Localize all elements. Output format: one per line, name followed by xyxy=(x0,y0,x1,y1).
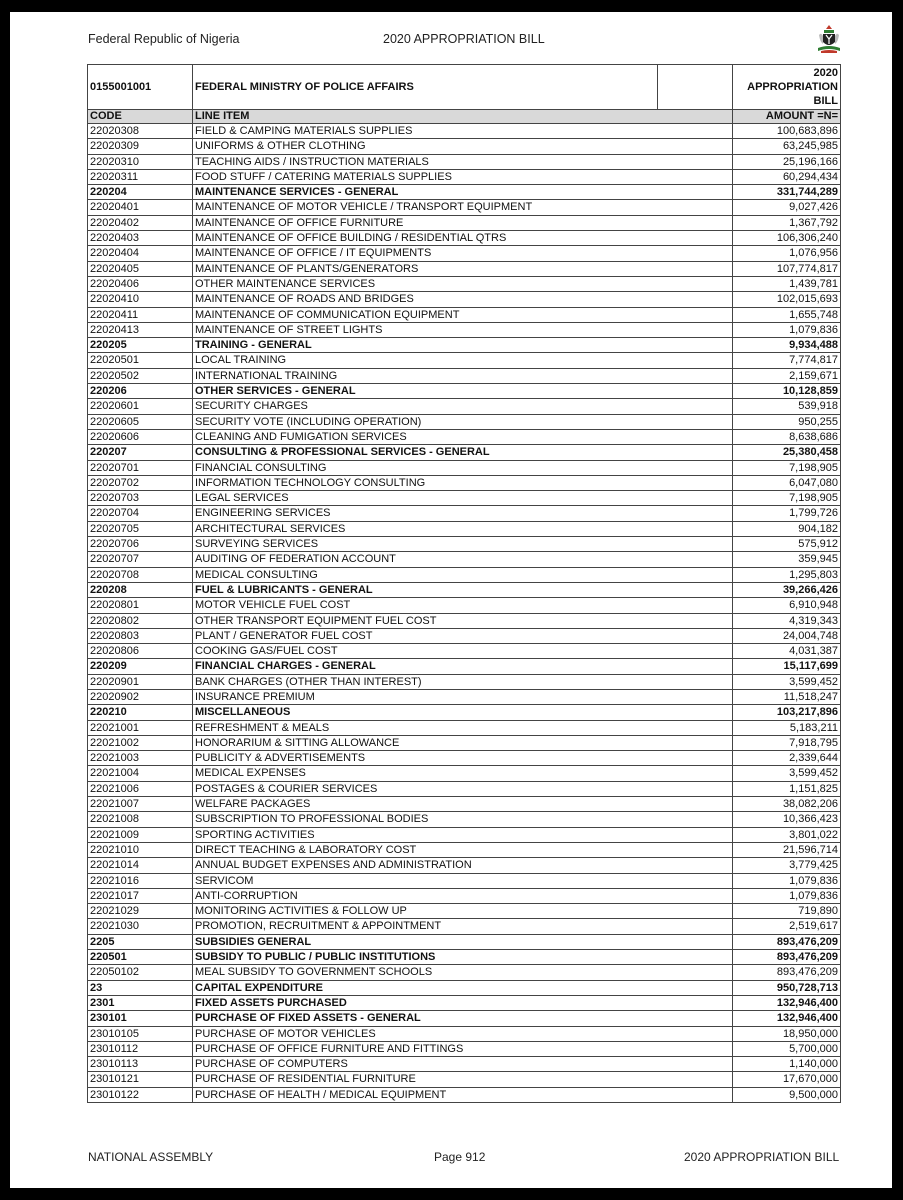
table-column-header-row xyxy=(88,110,841,124)
row-line-item: MAINTENANCE OF OFFICE / IT EQUIPMENTS xyxy=(193,246,733,261)
row-line-item: ENGINEERING SERVICES xyxy=(193,506,733,521)
row-amount: 1,295,803 xyxy=(733,567,841,582)
row-code: 22021017 xyxy=(88,888,193,903)
row-amount: 60,294,434 xyxy=(733,169,841,184)
row-code: 2205 xyxy=(88,934,193,949)
row-line-item: AUDITING OF FEDERATION ACCOUNT xyxy=(193,552,733,567)
row-line-item: ANTI-CORRUPTION xyxy=(193,888,733,903)
row-line-item: MAINTENANCE OF COMMUNICATION EQUIPMENT xyxy=(193,307,733,322)
row-code: 22020402 xyxy=(88,215,193,230)
table-row xyxy=(88,139,841,154)
table-row xyxy=(88,659,841,674)
row-amount: 3,599,452 xyxy=(733,766,841,781)
row-code: 22020403 xyxy=(88,231,193,246)
row-amount: 950,728,713 xyxy=(733,980,841,995)
row-line-item: MAINTENANCE OF MOTOR VEHICLE / TRANSPORT EQUIPMENT xyxy=(193,200,733,215)
row-line-item: DIRECT TEACHING & LABORATORY COST xyxy=(193,842,733,857)
table-row xyxy=(88,200,841,215)
row-line-item: ANNUAL BUDGET EXPENSES AND ADMINISTRATION xyxy=(193,858,733,873)
table-row xyxy=(88,537,841,552)
row-code: 23010122 xyxy=(88,1087,193,1102)
row-amount: 11,518,247 xyxy=(733,689,841,704)
table-row xyxy=(88,261,841,276)
row-amount: 1,151,825 xyxy=(733,781,841,796)
row-code: 22020308 xyxy=(88,124,193,139)
table-row xyxy=(88,735,841,750)
table-row xyxy=(88,307,841,322)
row-code: 23010113 xyxy=(88,1057,193,1072)
column-header-line-item: LINE ITEM xyxy=(193,110,733,124)
row-amount: 9,934,488 xyxy=(733,338,841,353)
spacer-cell xyxy=(658,65,733,110)
table-row xyxy=(88,445,841,460)
table-row xyxy=(88,873,841,888)
row-code: 22020410 xyxy=(88,292,193,307)
row-code: 22020411 xyxy=(88,307,193,322)
row-line-item: REFRESHMENT & MEALS xyxy=(193,720,733,735)
header-country: Federal Republic of Nigeria xyxy=(88,32,240,46)
row-line-item: TEACHING AIDS / INSTRUCTION MATERIALS xyxy=(193,154,733,169)
row-line-item: HONORARIUM & SITTING ALLOWANCE xyxy=(193,735,733,750)
row-line-item: MOTOR VEHICLE FUEL COST xyxy=(193,598,733,613)
row-line-item: FIELD & CAMPING MATERIALS SUPPLIES xyxy=(193,124,733,139)
row-line-item: FUEL & LUBRICANTS - GENERAL xyxy=(193,582,733,597)
table-row xyxy=(88,995,841,1010)
row-line-item: FOOD STUFF / CATERING MATERIALS SUPPLIES xyxy=(193,169,733,184)
row-amount: 8,638,686 xyxy=(733,429,841,444)
row-amount: 4,031,387 xyxy=(733,644,841,659)
row-amount: 1,079,836 xyxy=(733,873,841,888)
table-row xyxy=(88,781,841,796)
row-line-item: MONITORING ACTIVITIES & FOLLOW UP xyxy=(193,904,733,919)
row-code: 22020801 xyxy=(88,598,193,613)
row-line-item: MAINTENANCE OF OFFICE FURNITURE xyxy=(193,215,733,230)
row-line-item: BANK CHARGES (OTHER THAN INTEREST) xyxy=(193,674,733,689)
table-row xyxy=(88,399,841,414)
row-code: 22021014 xyxy=(88,858,193,873)
row-line-item: SUBSCRIPTION TO PROFESSIONAL BODIES xyxy=(193,812,733,827)
row-code: 22021009 xyxy=(88,827,193,842)
row-code: 23 xyxy=(88,980,193,995)
table-row xyxy=(88,628,841,643)
row-amount: 21,596,714 xyxy=(733,842,841,857)
table-row xyxy=(88,1026,841,1041)
row-code: 22020703 xyxy=(88,491,193,506)
row-amount: 7,918,795 xyxy=(733,735,841,750)
row-line-item: SUBSIDIES GENERAL xyxy=(193,934,733,949)
row-code: 22020601 xyxy=(88,399,193,414)
table-row xyxy=(88,338,841,353)
row-line-item: MEDICAL EXPENSES xyxy=(193,766,733,781)
table-row xyxy=(88,904,841,919)
row-code: 22020606 xyxy=(88,429,193,444)
row-amount: 4,319,343 xyxy=(733,613,841,628)
row-code: 22020701 xyxy=(88,460,193,475)
row-line-item: UNIFORMS & OTHER CLOTHING xyxy=(193,139,733,154)
table-row xyxy=(88,368,841,383)
table-row xyxy=(88,353,841,368)
column-header-code: CODE xyxy=(88,110,193,124)
row-amount: 331,744,289 xyxy=(733,185,841,200)
table-row xyxy=(88,965,841,980)
amount-title xyxy=(733,65,841,110)
row-code: 220208 xyxy=(88,582,193,597)
row-line-item: PURCHASE OF OFFICE FURNITURE AND FITTINGS xyxy=(193,1041,733,1056)
row-code: 22020902 xyxy=(88,689,193,704)
row-code: 22020901 xyxy=(88,674,193,689)
row-code: 22021004 xyxy=(88,766,193,781)
row-line-item: PURCHASE OF MOTOR VEHICLES xyxy=(193,1026,733,1041)
row-code: 22020502 xyxy=(88,368,193,383)
row-code: 22020406 xyxy=(88,276,193,291)
row-amount: 39,266,426 xyxy=(733,582,841,597)
table-row xyxy=(88,231,841,246)
table-row xyxy=(88,919,841,934)
row-code: 22020413 xyxy=(88,322,193,337)
row-line-item: OTHER SERVICES - GENERAL xyxy=(193,384,733,399)
table-row xyxy=(88,980,841,995)
table-row xyxy=(88,1057,841,1072)
row-code: 220209 xyxy=(88,659,193,674)
table-row xyxy=(88,1087,841,1102)
table-row xyxy=(88,292,841,307)
table-row xyxy=(88,766,841,781)
row-amount: 132,946,400 xyxy=(733,1011,841,1026)
row-line-item: PROMOTION, RECRUITMENT & APPOINTMENT xyxy=(193,919,733,934)
table-row xyxy=(88,812,841,827)
row-amount: 893,476,209 xyxy=(733,950,841,965)
table-row xyxy=(88,506,841,521)
table-row xyxy=(88,215,841,230)
row-line-item: MEDICAL CONSULTING xyxy=(193,567,733,582)
row-amount: 904,182 xyxy=(733,521,841,536)
amount-title-line-3: BILL xyxy=(813,95,838,108)
table-row xyxy=(88,797,841,812)
row-amount: 1,439,781 xyxy=(733,276,841,291)
table-row xyxy=(88,521,841,536)
row-amount: 3,599,452 xyxy=(733,674,841,689)
row-code: 220204 xyxy=(88,185,193,200)
row-line-item: FINANCIAL CHARGES - GENERAL xyxy=(193,659,733,674)
row-amount: 1,367,792 xyxy=(733,215,841,230)
row-code: 22020404 xyxy=(88,246,193,261)
row-amount: 2,339,644 xyxy=(733,751,841,766)
row-line-item: SECURITY CHARGES xyxy=(193,399,733,414)
row-amount: 10,128,859 xyxy=(733,384,841,399)
table-row xyxy=(88,384,841,399)
table-row xyxy=(88,689,841,704)
row-line-item: LEGAL SERVICES xyxy=(193,491,733,506)
table-row xyxy=(88,950,841,965)
row-code: 23010121 xyxy=(88,1072,193,1087)
row-code: 22021029 xyxy=(88,904,193,919)
row-amount: 893,476,209 xyxy=(733,965,841,980)
row-amount: 5,700,000 xyxy=(733,1041,841,1056)
table-row xyxy=(88,858,841,873)
row-amount: 1,079,836 xyxy=(733,322,841,337)
table-row xyxy=(88,888,841,903)
table-row xyxy=(88,475,841,490)
row-code: 22020702 xyxy=(88,475,193,490)
row-code: 22020706 xyxy=(88,537,193,552)
table-row xyxy=(88,1072,841,1087)
row-amount: 103,217,896 xyxy=(733,705,841,720)
table-row xyxy=(88,185,841,200)
row-amount: 893,476,209 xyxy=(733,934,841,949)
row-amount: 15,117,699 xyxy=(733,659,841,674)
row-amount: 7,774,817 xyxy=(733,353,841,368)
row-line-item: PURCHASE OF RESIDENTIAL FURNITURE xyxy=(193,1072,733,1087)
row-code: 22020405 xyxy=(88,261,193,276)
table-row xyxy=(88,1041,841,1056)
row-amount: 7,198,905 xyxy=(733,460,841,475)
row-code: 22020310 xyxy=(88,154,193,169)
amount-title-line-2: APPROPRIATION xyxy=(747,80,838,93)
org-code: 0155001001 xyxy=(88,65,193,110)
row-line-item: FINANCIAL CONSULTING xyxy=(193,460,733,475)
row-line-item: WELFARE PACKAGES xyxy=(193,797,733,812)
row-line-item: ARCHITECTURAL SERVICES xyxy=(193,521,733,536)
document-page xyxy=(10,12,892,1188)
row-code: 22021006 xyxy=(88,781,193,796)
row-line-item: FIXED ASSETS PURCHASED xyxy=(193,995,733,1010)
row-amount: 100,683,896 xyxy=(733,124,841,139)
row-amount: 25,380,458 xyxy=(733,445,841,460)
column-header-amount: AMOUNT =N= xyxy=(733,110,841,124)
row-amount: 1,079,836 xyxy=(733,888,841,903)
table-row xyxy=(88,552,841,567)
row-line-item: COOKING GAS/FUEL COST xyxy=(193,644,733,659)
row-code: 22021002 xyxy=(88,735,193,750)
row-code: 22021030 xyxy=(88,919,193,934)
row-code: 220206 xyxy=(88,384,193,399)
row-amount: 3,801,022 xyxy=(733,827,841,842)
row-amount: 359,945 xyxy=(733,552,841,567)
row-amount: 1,140,000 xyxy=(733,1057,841,1072)
row-amount: 2,519,617 xyxy=(733,919,841,934)
table-row xyxy=(88,414,841,429)
row-code: 23010105 xyxy=(88,1026,193,1041)
row-line-item: INSURANCE PREMIUM xyxy=(193,689,733,704)
row-code: 22021016 xyxy=(88,873,193,888)
table-row xyxy=(88,491,841,506)
row-line-item: LOCAL TRAINING xyxy=(193,353,733,368)
table-row xyxy=(88,582,841,597)
row-code: 22021008 xyxy=(88,812,193,827)
row-amount: 63,245,985 xyxy=(733,139,841,154)
row-code: 22020707 xyxy=(88,552,193,567)
row-code: 220207 xyxy=(88,445,193,460)
table-row xyxy=(88,276,841,291)
table-row xyxy=(88,246,841,261)
row-line-item: TRAINING - GENERAL xyxy=(193,338,733,353)
row-amount: 106,306,240 xyxy=(733,231,841,246)
row-line-item: MAINTENANCE OF PLANTS/GENERATORS xyxy=(193,261,733,276)
row-code: 22050102 xyxy=(88,965,193,980)
row-code: 220501 xyxy=(88,950,193,965)
row-line-item: CONSULTING & PROFESSIONAL SERVICES - GENERAL xyxy=(193,445,733,460)
row-amount: 1,655,748 xyxy=(733,307,841,322)
row-code: 22020803 xyxy=(88,628,193,643)
row-amount: 1,076,956 xyxy=(733,246,841,261)
row-code: 22021010 xyxy=(88,842,193,857)
row-line-item: OTHER MAINTENANCE SERVICES xyxy=(193,276,733,291)
table-row xyxy=(88,567,841,582)
nigeria-coat-of-arms-icon xyxy=(816,24,842,54)
table-row xyxy=(88,644,841,659)
row-amount: 719,890 xyxy=(733,904,841,919)
row-line-item: MAINTENANCE OF ROADS AND BRIDGES xyxy=(193,292,733,307)
row-code: 2301 xyxy=(88,995,193,1010)
row-code: 22021007 xyxy=(88,797,193,812)
row-code: 22020708 xyxy=(88,567,193,582)
row-line-item: SUBSIDY TO PUBLIC / PUBLIC INSTITUTIONS xyxy=(193,950,733,965)
row-amount: 3,779,425 xyxy=(733,858,841,873)
row-amount: 6,910,948 xyxy=(733,598,841,613)
row-code: 22020309 xyxy=(88,139,193,154)
row-amount: 107,774,817 xyxy=(733,261,841,276)
row-code: 22020501 xyxy=(88,353,193,368)
row-line-item: PURCHASE OF FIXED ASSETS - GENERAL xyxy=(193,1011,733,1026)
row-code: 22020605 xyxy=(88,414,193,429)
row-line-item: SERVICOM xyxy=(193,873,733,888)
row-amount: 539,918 xyxy=(733,399,841,414)
header-title: 2020 APPROPRIATION BILL xyxy=(383,32,545,46)
row-amount: 18,950,000 xyxy=(733,1026,841,1041)
row-code: 22020806 xyxy=(88,644,193,659)
row-amount: 575,912 xyxy=(733,537,841,552)
table-row xyxy=(88,934,841,949)
footer-left: NATIONAL ASSEMBLY xyxy=(88,1150,214,1164)
row-amount: 25,196,166 xyxy=(733,154,841,169)
row-amount: 38,082,206 xyxy=(733,797,841,812)
row-code: 22020704 xyxy=(88,506,193,521)
row-line-item: MAINTENANCE SERVICES - GENERAL xyxy=(193,185,733,200)
row-line-item: MEAL SUBSIDY TO GOVERNMENT SCHOOLS xyxy=(193,965,733,980)
row-line-item: PURCHASE OF HEALTH / MEDICAL EQUIPMENT xyxy=(193,1087,733,1102)
row-amount: 17,670,000 xyxy=(733,1072,841,1087)
table-row xyxy=(88,720,841,735)
table-row xyxy=(88,751,841,766)
row-code: 22020401 xyxy=(88,200,193,215)
row-amount: 102,015,693 xyxy=(733,292,841,307)
row-line-item: PLANT / GENERATOR FUEL COST xyxy=(193,628,733,643)
table-row xyxy=(88,460,841,475)
row-line-item: INTERNATIONAL TRAINING xyxy=(193,368,733,383)
row-line-item: SURVEYING SERVICES xyxy=(193,537,733,552)
row-amount: 10,366,423 xyxy=(733,812,841,827)
table-row xyxy=(88,827,841,842)
table-row xyxy=(88,1011,841,1026)
org-name: FEDERAL MINISTRY OF POLICE AFFAIRS xyxy=(193,65,658,110)
row-line-item: SECURITY VOTE (INCLUDING OPERATION) xyxy=(193,414,733,429)
row-line-item: PUBLICITY & ADVERTISEMENTS xyxy=(193,751,733,766)
row-code: 22020311 xyxy=(88,169,193,184)
row-line-item: OTHER TRANSPORT EQUIPMENT FUEL COST xyxy=(193,613,733,628)
row-amount: 7,198,905 xyxy=(733,491,841,506)
table-row xyxy=(88,842,841,857)
row-amount: 9,027,426 xyxy=(733,200,841,215)
row-code: 220210 xyxy=(88,705,193,720)
table-row xyxy=(88,169,841,184)
footer-page-number: Page 912 xyxy=(434,1150,486,1164)
row-code: 220205 xyxy=(88,338,193,353)
row-code: 230101 xyxy=(88,1011,193,1026)
table-row xyxy=(88,322,841,337)
row-amount: 6,047,080 xyxy=(733,475,841,490)
row-line-item: CAPITAL EXPENDITURE xyxy=(193,980,733,995)
row-line-item: INFORMATION TECHNOLOGY CONSULTING xyxy=(193,475,733,490)
row-line-item: SPORTING ACTIVITIES xyxy=(193,827,733,842)
appropriation-table xyxy=(87,64,840,1103)
row-line-item: POSTAGES & COURIER SERVICES xyxy=(193,781,733,796)
table-org-header-row xyxy=(88,65,841,110)
row-code: 23010112 xyxy=(88,1041,193,1056)
table-row xyxy=(88,429,841,444)
row-code: 22021001 xyxy=(88,720,193,735)
row-amount: 24,004,748 xyxy=(733,628,841,643)
row-line-item: MISCELLANEOUS xyxy=(193,705,733,720)
table-row xyxy=(88,705,841,720)
row-amount: 132,946,400 xyxy=(733,995,841,1010)
table-row xyxy=(88,613,841,628)
row-line-item: MAINTENANCE OF OFFICE BUILDING / RESIDENTIAL QTRS xyxy=(193,231,733,246)
row-code: 22021003 xyxy=(88,751,193,766)
row-line-item: CLEANING AND FUMIGATION SERVICES xyxy=(193,429,733,444)
row-code: 22020802 xyxy=(88,613,193,628)
amount-title-line-1: 2020 xyxy=(813,66,838,79)
table-row xyxy=(88,124,841,139)
row-amount: 1,799,726 xyxy=(733,506,841,521)
row-amount: 950,255 xyxy=(733,414,841,429)
row-amount: 5,183,211 xyxy=(733,720,841,735)
row-amount: 2,159,671 xyxy=(733,368,841,383)
row-line-item: PURCHASE OF COMPUTERS xyxy=(193,1057,733,1072)
table-row xyxy=(88,598,841,613)
table-row xyxy=(88,674,841,689)
footer-right: 2020 APPROPRIATION BILL xyxy=(684,1150,840,1164)
row-line-item: MAINTENANCE OF STREET LIGHTS xyxy=(193,322,733,337)
row-amount: 9,500,000 xyxy=(733,1087,841,1102)
table-row xyxy=(88,154,841,169)
row-code: 22020705 xyxy=(88,521,193,536)
